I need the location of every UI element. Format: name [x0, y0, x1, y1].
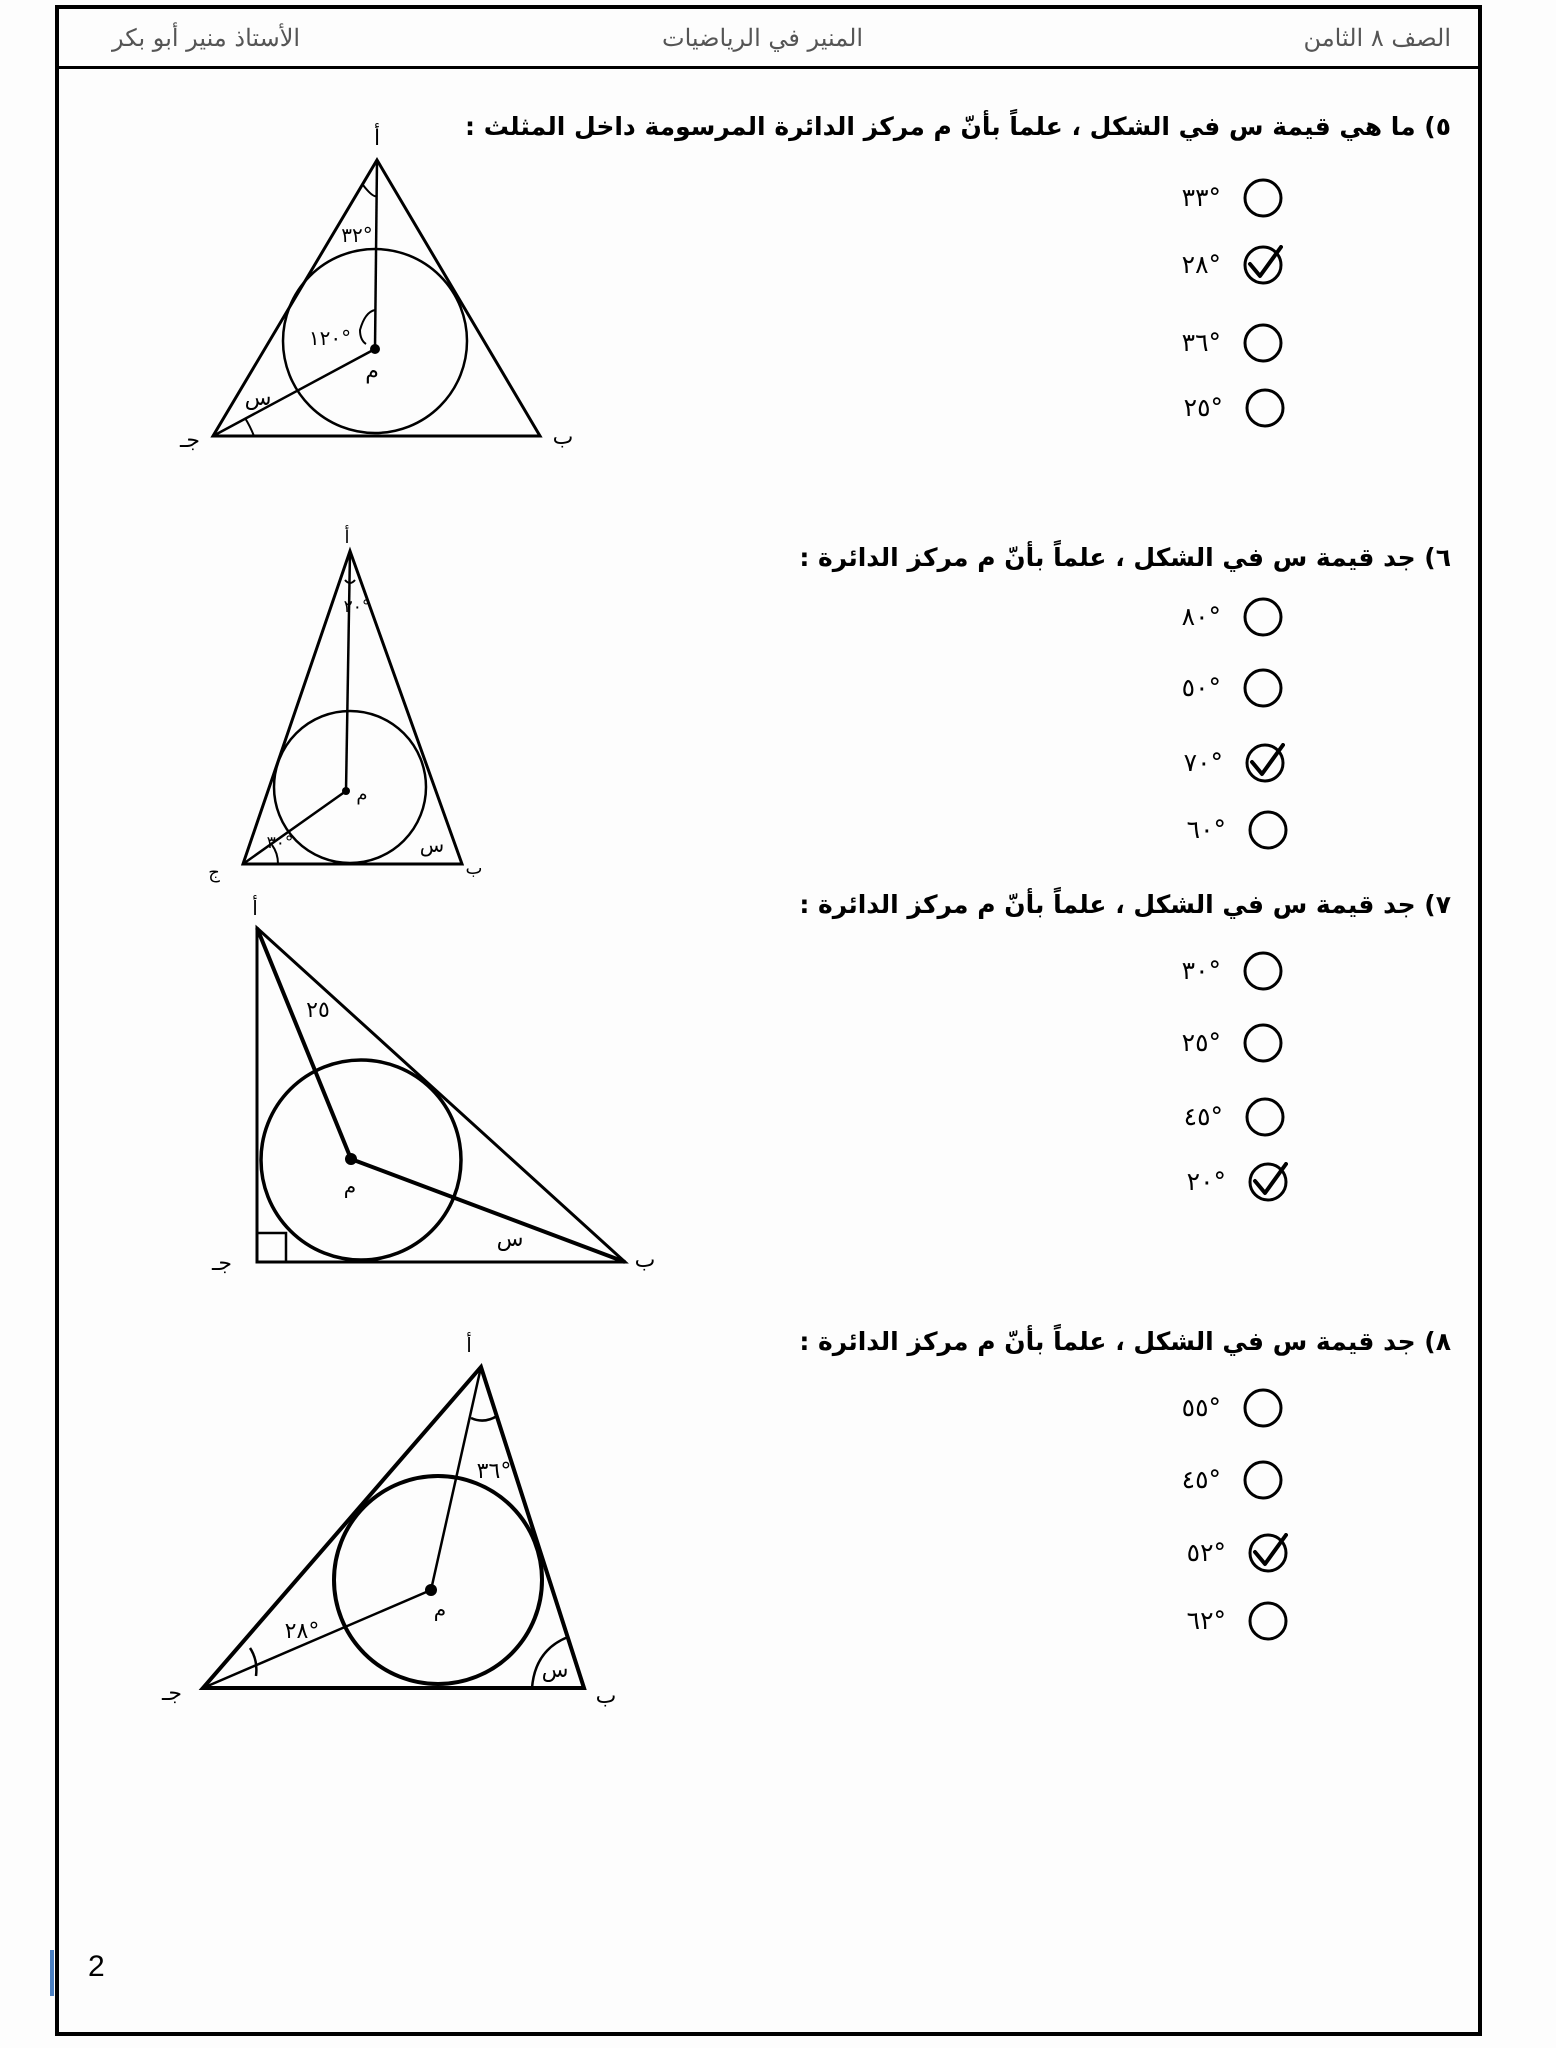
q5-angle-label-m: °١٢٠ [308, 326, 352, 350]
q7-label-m: م [343, 1174, 357, 1198]
q5-option-4-label: °٢٥ [1183, 393, 1223, 422]
header-teacher: الأستاذ منير أبو بكر [112, 24, 301, 52]
question-6-text: ٦) جد قيمة س في الشكل ، علماً بأنّ م مركز الدائرة : [799, 543, 1451, 572]
page-number: 2 [88, 1950, 105, 1983]
q8-angle-label-c: °٢٨ [284, 1619, 320, 1644]
q6-angle-label-a: °٢٠ [343, 597, 371, 617]
q5-label-c: جـ [179, 428, 201, 453]
q8-angle-label-a: °٣٦ [476, 1459, 512, 1484]
header-subject: المنير في الرياضيات [662, 24, 864, 52]
q6-label-a: أ [344, 527, 350, 548]
q8-option-2-label: °٤٥ [1181, 1465, 1221, 1494]
q8-label-b: ب [595, 1684, 617, 1709]
q6-label-b: ب [465, 858, 483, 879]
q8-angle-arc-c [250, 1648, 256, 1676]
q8-label-m: م [433, 1597, 447, 1621]
q5-option-1-label: °٣٣ [1181, 183, 1221, 212]
q6-label-x: س [419, 833, 445, 857]
q8-incircle [334, 1476, 542, 1684]
q8-option-4-label: °٦٢ [1186, 1606, 1226, 1635]
question-5-text: ٥) ما هي قيمة س في الشكل ، علماً بأنّ م مركز الدائرة المرسومة داخل المثلث : [465, 112, 1451, 141]
q6-option-2-label: °٥٠ [1181, 673, 1221, 702]
q7-label-b: ب [634, 1248, 656, 1273]
q6-option-4-label: °٦٠ [1186, 815, 1226, 844]
q6-option-1-label: °٨٠ [1181, 602, 1221, 631]
q8-option-3-label: °٥٢ [1186, 1538, 1226, 1567]
q5-label-m: م [365, 359, 379, 384]
q5-label-a: أ [373, 126, 381, 151]
q5-option-3-label: °٣٦ [1181, 328, 1221, 357]
q7-label-x: س [496, 1227, 524, 1252]
q7-option-4-label: °٢٠ [1186, 1167, 1226, 1196]
q6-angle-label-c: °٣٠ [266, 833, 294, 853]
q8-segment-am [431, 1367, 481, 1590]
q7-option-1-label: °٣٠ [1181, 956, 1221, 985]
question-8-text: ٨) جد قيمة س في الشكل ، علماً بأنّ م مركز الدائرة : [799, 1327, 1451, 1356]
q6-label-c: ج [208, 862, 220, 883]
q8-option-1-label: °٥٥ [1181, 1393, 1221, 1422]
q7-label-a: أ [252, 896, 258, 920]
question-7-text: ٧) جد قيمة س في الشكل ، علماً بأنّ م مركز الدائرة : [799, 890, 1451, 919]
q7-label-c: جـ [211, 1251, 233, 1276]
header-class: الصف ٨ الثامن [1303, 24, 1451, 52]
q6-label-m: م [356, 784, 368, 805]
q5-angle-label-a: °٣٢ [341, 223, 373, 247]
q8-angle-arc-a [471, 1416, 497, 1421]
q7-option-2-label: °٢٥ [1181, 1028, 1221, 1057]
q6-option-3-label: °٧٠ [1183, 748, 1223, 777]
q8-label-x: س [541, 1658, 569, 1683]
q8-label-a: أ [466, 1333, 472, 1357]
q8-center-point [425, 1584, 437, 1596]
q5-option-2-label: °٢٨ [1181, 250, 1221, 279]
page-number-bar [50, 1950, 54, 1996]
q5-label-x: س [244, 386, 272, 411]
q7-angle-label-a: ٢٥ [306, 998, 330, 1023]
q7-option-3-label: °٤٥ [1183, 1102, 1223, 1131]
q8-label-c: جـ [161, 1681, 183, 1706]
q5-label-b: ب [552, 425, 574, 450]
